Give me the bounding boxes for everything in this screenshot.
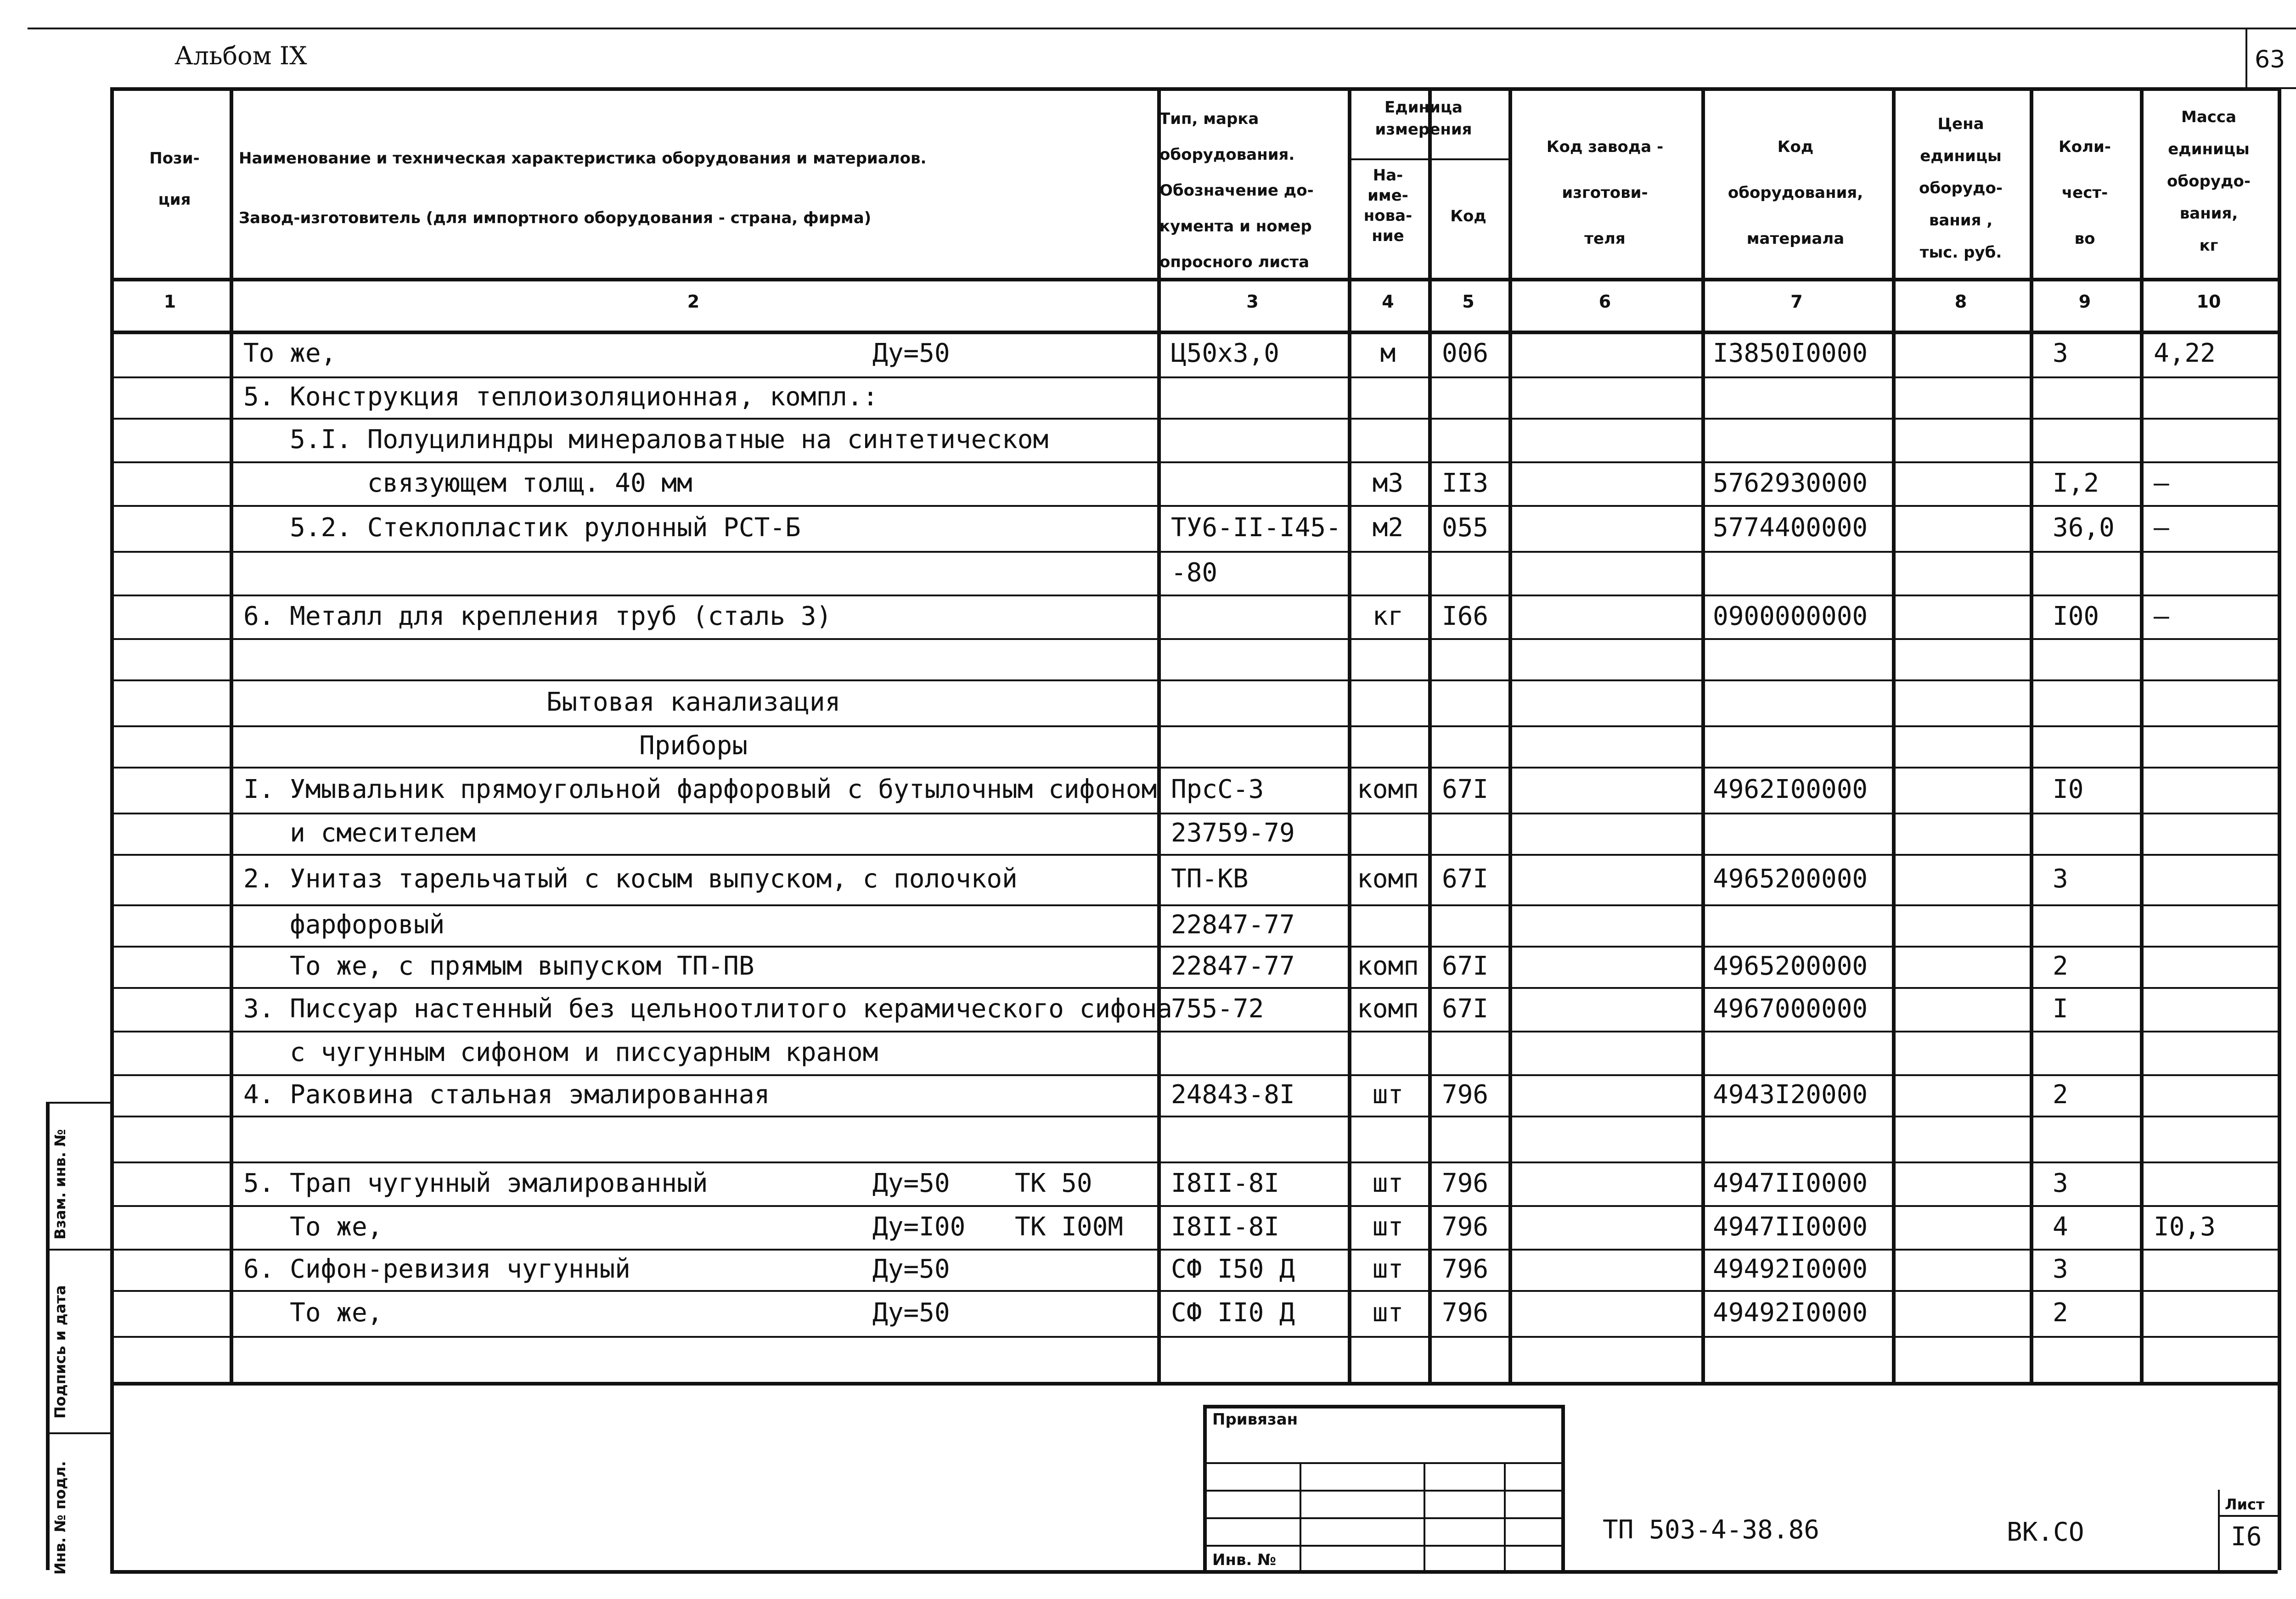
grid-line: [2245, 28, 2247, 87]
row-code: 4965200000: [1713, 951, 1868, 981]
column-number: 1: [163, 292, 176, 312]
row-quantity: 2: [2053, 1080, 2068, 1110]
grid-line: [110, 1570, 2278, 1574]
row-unit: шт: [1372, 1212, 1404, 1242]
row-name: 4. Раковина стальная эмалированная: [243, 1080, 770, 1110]
column-number: 3: [1246, 292, 1259, 312]
row-name: и смесителем: [243, 818, 476, 848]
grid-line: [110, 1031, 2278, 1032]
row-quantity: 3: [2053, 1254, 2068, 1284]
row-unit: шт: [1372, 1168, 1404, 1198]
grid-line: [110, 904, 2278, 906]
grid-line: [110, 1161, 2278, 1163]
header-mass: Масса единицы оборудо- вания, кг: [2167, 108, 2251, 255]
row-code: 4947II0000: [1713, 1212, 1868, 1242]
row-du: Ду=50: [872, 1254, 950, 1284]
row-unit-code: 67I: [1442, 951, 1489, 981]
grid-line: [1428, 87, 1432, 1382]
grid-line: [46, 1102, 50, 1570]
row-unit-code: 796: [1442, 1168, 1489, 1198]
grid-line: [110, 1290, 2278, 1292]
grid-line: [110, 551, 2278, 553]
row-name: 3. Писсуар настенный без цельноотлитого керамического сифона: [243, 993, 1172, 1024]
column-number: 10: [2196, 292, 2221, 312]
row-tk: ТК I00М: [1015, 1212, 1124, 1242]
grid-line: [46, 1249, 110, 1251]
grid-line: [1203, 1545, 1561, 1547]
header-factory: Код завода - изготови- теля: [1546, 138, 1664, 248]
header-name: Наименование и техническая характеристика оборудования и материалов. Завод-изготовитель (для импортного оборудования - страна, фирма): [239, 149, 927, 227]
grid-line: [2140, 87, 2144, 1382]
grid-line: [110, 813, 2278, 814]
stamp-privyazan: Привязан: [1212, 1410, 1298, 1429]
column-number: 7: [1790, 292, 1803, 312]
row-unit-code: 006: [1442, 338, 1489, 368]
row-type: ТП-КВ: [1171, 864, 1249, 894]
row-unit: шт: [1372, 1254, 1404, 1284]
grid-line: [28, 28, 2296, 29]
row-tk: ТК 50: [1015, 1168, 1092, 1198]
row-name: 2. Унитаз тарельчатый с косым выпуском, с полочкой: [243, 864, 1018, 894]
row-quantity: I: [2053, 993, 2068, 1024]
header-code: Код оборудования, материала: [1728, 138, 1863, 248]
row-name: То же,: [243, 1212, 383, 1242]
row-code: 5762930000: [1713, 468, 1868, 498]
grid-line: [1504, 1462, 1506, 1570]
row-code: 4947II0000: [1713, 1168, 1868, 1198]
row-name: 5.2. Стеклопластик рулонный РСТ-Б: [243, 513, 801, 543]
row-mass: –: [2154, 601, 2169, 631]
grid-line: [1157, 87, 1161, 1382]
grid-line: [110, 1382, 2278, 1386]
row-code: 4967000000: [1713, 993, 1868, 1024]
row-type: СФ I50 Д: [1171, 1254, 1295, 1284]
grid-line: [1300, 1462, 1301, 1570]
row-name: 5. Конструкция теплоизоляционная, компл.:: [243, 382, 878, 412]
row-mass: I0,3: [2154, 1212, 2216, 1242]
grid-line: [110, 87, 2278, 91]
row-unit: комп: [1357, 951, 1419, 981]
grid-line: [110, 331, 2278, 334]
row-unit-code: 67I: [1442, 993, 1489, 1024]
sheet-label: Лист: [2225, 1496, 2265, 1513]
grid-line: [110, 461, 2278, 463]
row-unit-code: I66: [1442, 601, 1489, 631]
row-name: То же,: [243, 1298, 383, 1328]
grid-line: [1203, 1517, 1561, 1519]
grid-line: [110, 946, 2278, 948]
row-name: 6. Сифон-ревизия чугунный: [243, 1254, 630, 1284]
side-vzam-inv: Взам. инв. №: [51, 1129, 69, 1240]
row-unit-code: 67I: [1442, 774, 1489, 804]
row-du: Ду=50: [872, 1168, 950, 1198]
row-code: 49492I0000: [1713, 1298, 1868, 1328]
page-number: 63: [2255, 46, 2285, 73]
row-mass: –: [2154, 513, 2169, 543]
row-quantity: 2: [2053, 951, 2068, 981]
row-quantity: 2: [2053, 1298, 2068, 1328]
grid-line: [2218, 1490, 2220, 1570]
row-code: I3850I0000: [1713, 338, 1868, 368]
header-type: Тип, марка оборудования. Обозначение до- кумента и номер опросного листа: [1159, 110, 1314, 271]
row-unit: м3: [1372, 468, 1404, 498]
row-code: 5774400000: [1713, 513, 1868, 543]
row-name: То же, с прямым выпуском ТП-ПВ: [243, 951, 754, 981]
row-name: I. Умывальник прямоугольной фарфоровый с бутылочным сифоном: [243, 774, 1157, 804]
row-code: 49492I0000: [1713, 1254, 1868, 1284]
row-mass: –: [2154, 468, 2169, 498]
grid-line: [110, 1205, 2278, 1207]
row-name: фарфоровый: [243, 910, 445, 940]
row-type: I8II-8I: [1171, 1212, 1280, 1242]
row-type: 22847-77: [1171, 910, 1295, 940]
grid-line: [46, 1102, 110, 1104]
row-mass: 4,22: [2154, 338, 2216, 368]
grid-line: [1508, 87, 1512, 1382]
row-name: 5.I. Полуцилиндры минераловатные на синтетическом: [243, 424, 1049, 454]
column-number: 4: [1382, 292, 1394, 312]
row-type: 24843-8I: [1171, 1080, 1295, 1110]
row-unit: м: [1380, 338, 1396, 368]
grid-line: [110, 854, 2278, 856]
column-number: 2: [687, 292, 700, 312]
row-unit-code: 796: [1442, 1254, 1489, 1284]
row-name: 6. Металл для крепления труб (сталь 3): [243, 601, 832, 631]
grid-line: [1561, 1405, 1565, 1570]
row-unit-code: 796: [1442, 1298, 1489, 1328]
column-number: 5: [1462, 292, 1474, 312]
grid-line: [110, 376, 2278, 378]
grid-line: [110, 1116, 2278, 1117]
grid-line: [110, 505, 2278, 507]
row-type: 755-72: [1171, 993, 1264, 1024]
grid-line: [110, 1336, 2278, 1338]
row-name: Приборы: [639, 731, 748, 761]
grid-line: [110, 767, 2278, 769]
column-number: 9: [2078, 292, 2091, 312]
grid-line: [1203, 1462, 1561, 1464]
side-inv-podl: Инв. № подл.: [51, 1461, 69, 1575]
grid-line: [110, 595, 2278, 596]
header-unit-code: Код: [1450, 207, 1486, 225]
header-position: Пози- ция: [149, 149, 200, 209]
row-type: ПрсС-3: [1171, 774, 1264, 804]
row-quantity: 3: [2053, 864, 2068, 894]
document-code: ТП 503-4-38.86: [1603, 1515, 1820, 1545]
row-type: Ц50х3,0: [1171, 338, 1280, 368]
row-unit: комп: [1357, 993, 1419, 1024]
grid-line: [46, 1432, 110, 1434]
grid-line: [1424, 1462, 1425, 1570]
grid-line: [110, 725, 2278, 727]
row-unit-code: 796: [1442, 1080, 1489, 1110]
row-type: ТУ6-II-I45-: [1171, 513, 1341, 543]
row-type: I8II-8I: [1171, 1168, 1280, 1198]
row-du: Ду=I00: [872, 1212, 966, 1242]
row-type: -80: [1171, 557, 1218, 588]
row-quantity: I,2: [2053, 468, 2099, 498]
header-unit-name: На- име- нова- ние: [1363, 166, 1412, 245]
row-unit-code: 67I: [1442, 864, 1489, 894]
row-name: То же,: [243, 338, 337, 368]
grid-line: [1203, 1405, 1561, 1408]
row-quantity: 4: [2053, 1212, 2068, 1242]
grid-line: [110, 1074, 2278, 1076]
row-unit: шт: [1372, 1298, 1404, 1328]
sheet-number: I6: [2231, 1522, 2262, 1552]
row-code: 4943I20000: [1713, 1080, 1868, 1110]
header-unit: Единица измерения: [1375, 98, 1472, 139]
grid-line: [1203, 1490, 1561, 1492]
row-name: 5. Трап чугунный эмалированный: [243, 1168, 708, 1198]
row-unit-code: 055: [1442, 513, 1489, 543]
row-unit: м2: [1372, 513, 1404, 543]
row-unit: комп: [1357, 774, 1419, 804]
row-quantity: 3: [2053, 338, 2068, 368]
row-type: СФ II0 Д: [1171, 1298, 1295, 1328]
column-number: 8: [1954, 292, 1967, 312]
grid-line: [110, 638, 2278, 640]
stamp-inv: Инв. №: [1212, 1551, 1277, 1569]
grid-line: [1348, 158, 1508, 160]
row-code: 4965200000: [1713, 864, 1868, 894]
row-du: Ду=50: [872, 338, 950, 368]
grid-line: [1892, 87, 1896, 1382]
row-code: 0900000000: [1713, 601, 1868, 631]
album-title: Альбом IX: [174, 41, 307, 70]
column-number: 6: [1598, 292, 1611, 312]
row-du: Ду=50: [872, 1298, 950, 1328]
row-type: 23759-79: [1171, 818, 1295, 848]
header-quantity: Коли- чест- во: [2059, 138, 2111, 248]
row-unit: комп: [1357, 864, 1419, 894]
grid-line: [110, 1249, 2278, 1251]
grid-line: [2030, 87, 2033, 1382]
grid-line: [2218, 1515, 2278, 1517]
side-podpis-data: Подпись и дата: [51, 1285, 69, 1419]
row-unit-code: 796: [1442, 1212, 1489, 1242]
header-price: Цена единицы оборудо- вания , тыс. руб.: [1919, 115, 2003, 262]
grid-line: [2278, 87, 2281, 1570]
row-name: Бытовая канализация: [546, 687, 841, 717]
row-name: с чугунным сифоном и писсуарным краном: [243, 1037, 878, 1067]
row-unit-code: II3: [1442, 468, 1489, 498]
row-unit: шт: [1372, 1080, 1404, 1110]
row-unit: кг: [1372, 601, 1404, 631]
document-mark: ВК.СО: [2007, 1517, 2084, 1547]
row-quantity: I00: [2053, 601, 2099, 631]
row-type: 22847-77: [1171, 951, 1295, 981]
row-quantity: 3: [2053, 1168, 2068, 1198]
row-name: связующем толщ. 40 мм: [243, 468, 692, 498]
grid-line: [1701, 87, 1705, 1382]
grid-line: [110, 679, 2278, 681]
grid-line: [110, 987, 2278, 989]
row-quantity: 36,0: [2053, 513, 2115, 543]
row-code: 4962I00000: [1713, 774, 1868, 804]
row-quantity: I0: [2053, 774, 2084, 804]
grid-line: [110, 418, 2278, 420]
